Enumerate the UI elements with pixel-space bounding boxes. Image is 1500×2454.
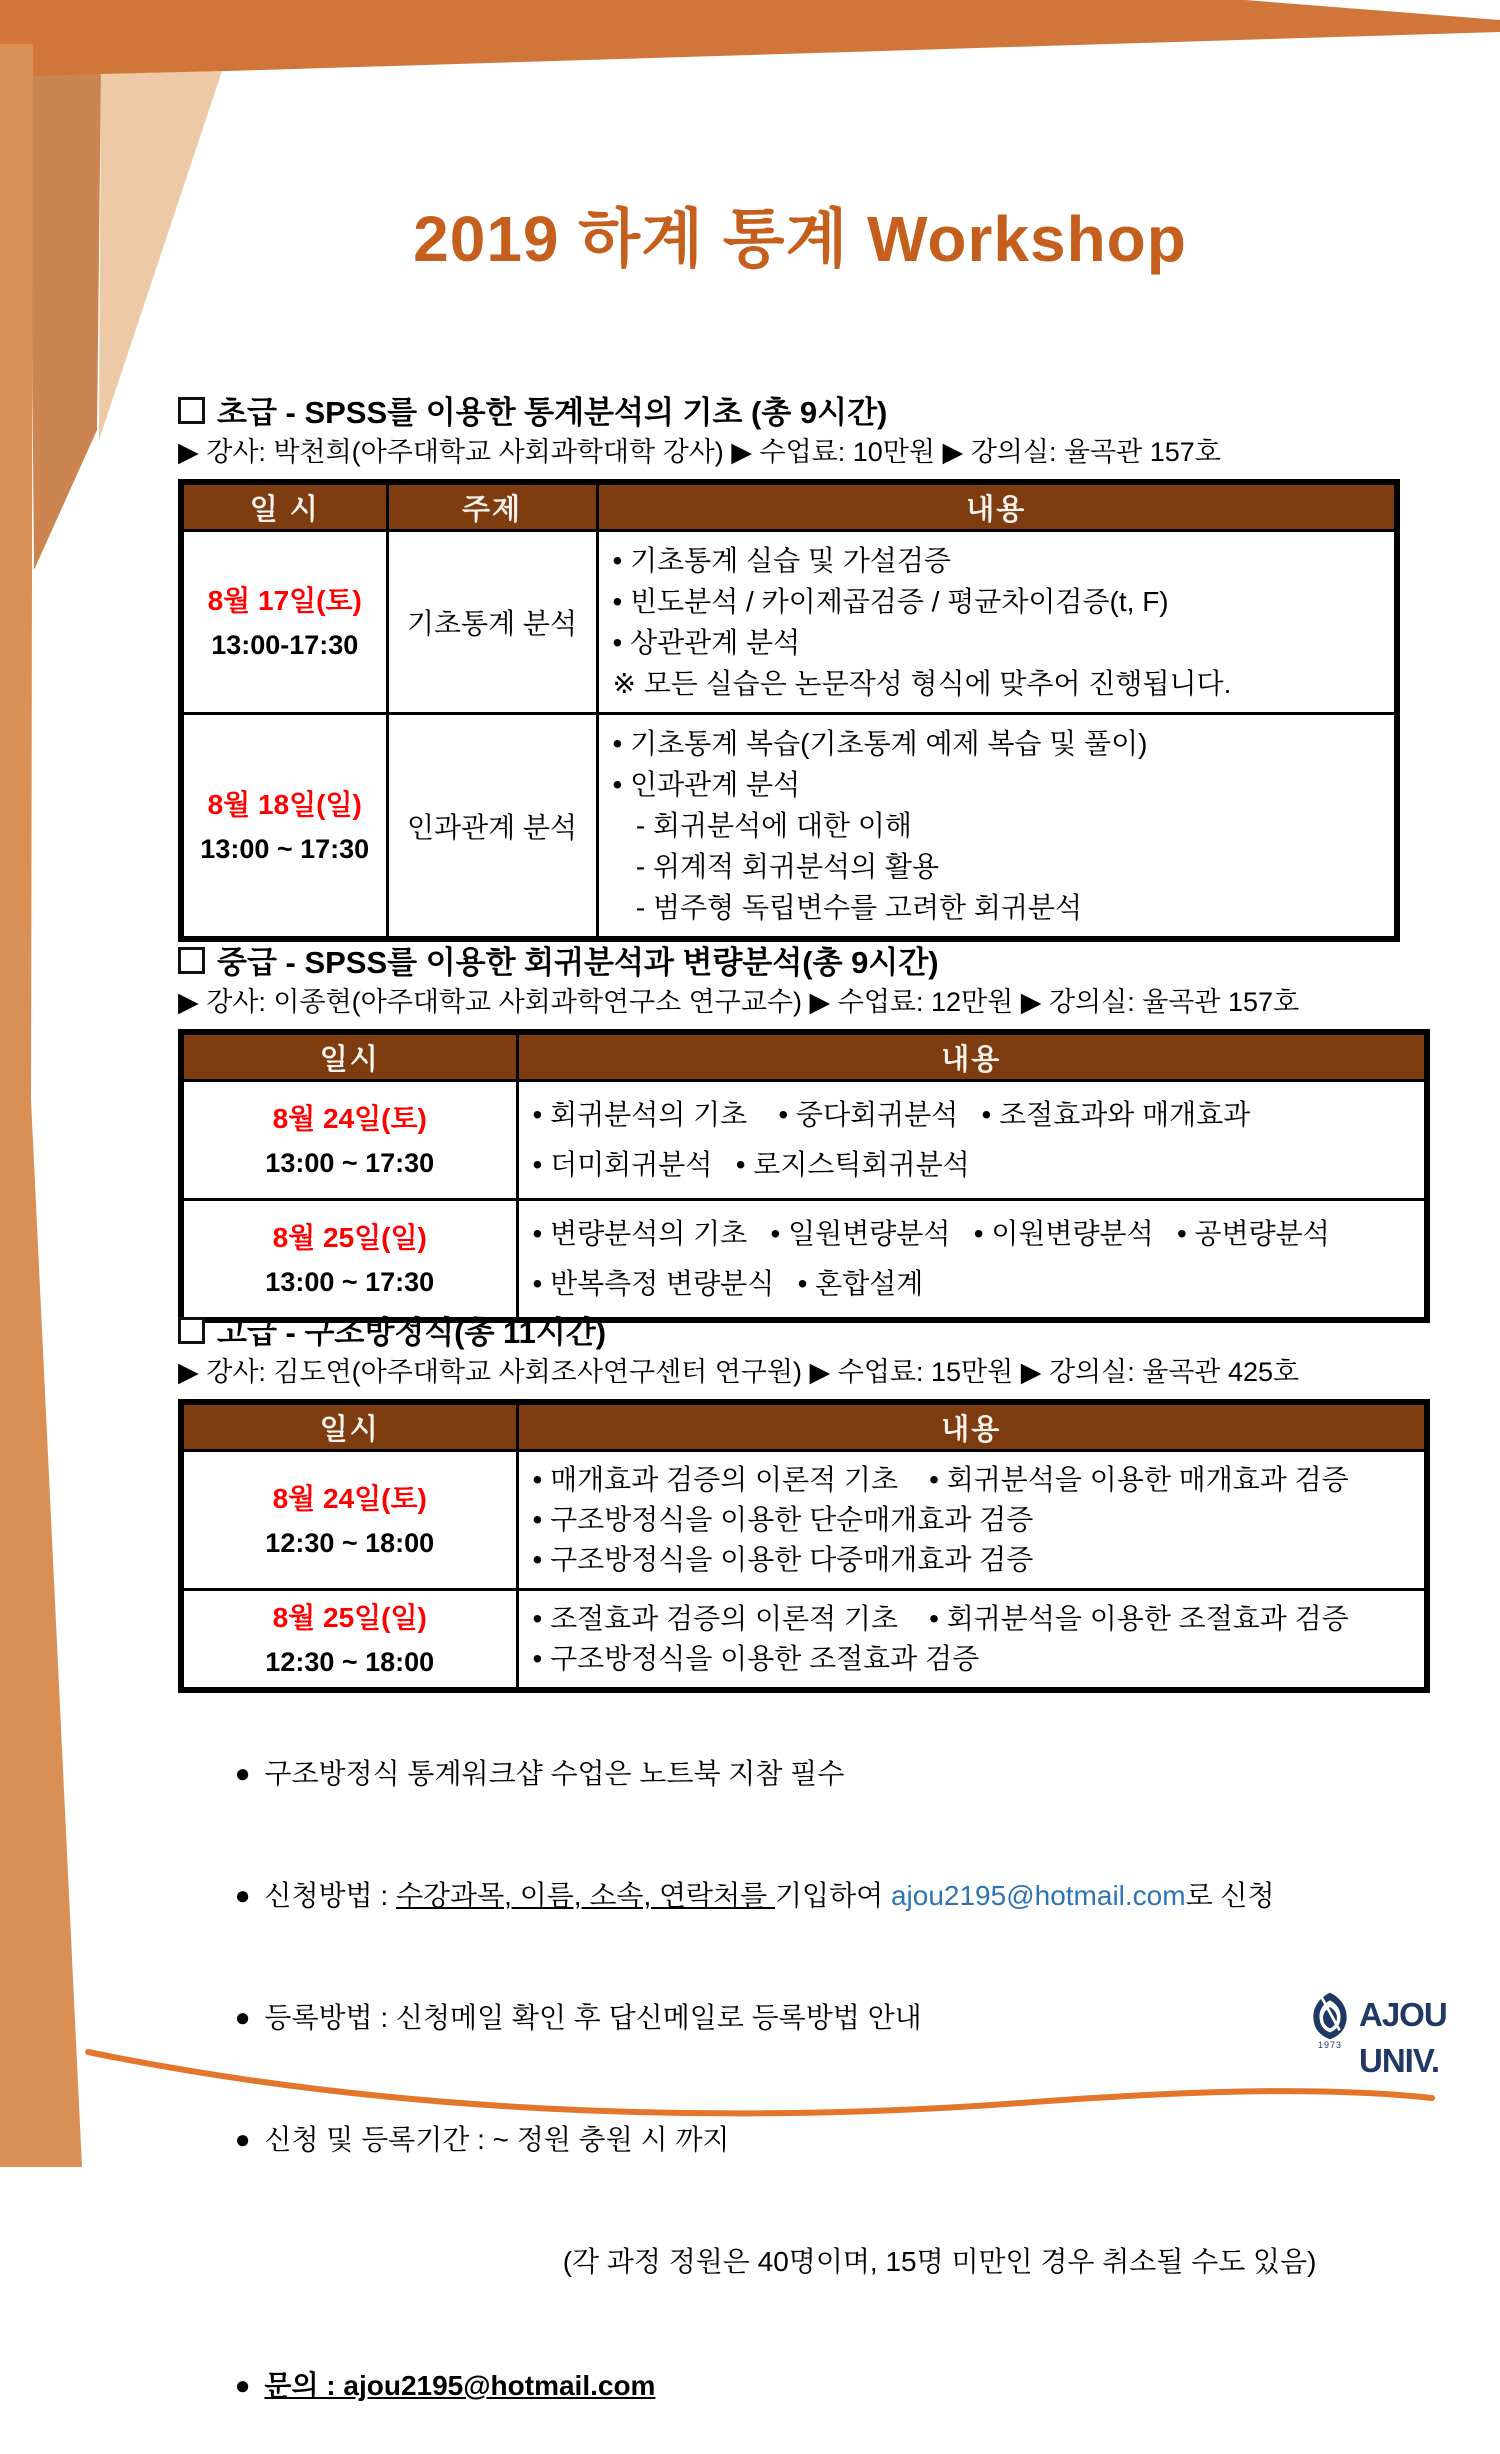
logo-name: AJOU UNIV.: [1359, 1996, 1447, 2079]
checkbox-icon: [178, 1317, 205, 1344]
note-text: 로 신청: [1185, 1880, 1275, 1911]
session-date: 8월 18일(일): [207, 788, 362, 820]
content-line: • 기초통계 실습 및 가설검증: [612, 545, 951, 576]
content-line: • 반복측정 변량분식 • 혼합설계: [532, 1268, 924, 1299]
logo-year: 1973: [1317, 2040, 1343, 2050]
content-cell: [517, 1590, 1427, 1691]
section-heading-text: 중급 - SPSS를 이용한 회귀분석과 변량분석(총 9시간): [217, 945, 939, 980]
section-advanced: [178, 1312, 1434, 1693]
content-line: - 위계적 회귀분석의 활용: [612, 851, 939, 882]
note-text: 구조방정식 통계워크샵 수업은 노트북 지참 필수: [264, 1758, 845, 1789]
schedule-table-beginner: [178, 479, 1400, 942]
contact-email-text: 문의 : ajou2195@hotmail.com: [264, 2370, 656, 2401]
col-header-datetime: 일 시: [181, 482, 387, 531]
session-date: 8월 25일(일): [272, 1602, 427, 1633]
session-time: 12:30 ~ 18:00: [265, 1528, 435, 1558]
date-cell: [181, 714, 387, 940]
table-header-row: [181, 482, 1397, 531]
content-line: • 매개효과 검증의 이론적 기초 • 회귀분석을 이용한 매개효과 검증: [532, 1464, 1349, 1495]
content-cell: [517, 1451, 1427, 1590]
col-header-content: 내용: [517, 1402, 1427, 1451]
content-cell: [517, 1200, 1427, 1321]
apply-required-fields: 수강과목, 이름, 소속, 연락처를: [395, 1880, 775, 1911]
bullet-icon: ●: [234, 2124, 251, 2154]
ajou-logo: [1308, 1992, 1500, 2084]
section-beginner: [178, 392, 1434, 942]
left-orange-wedge: [30, 74, 101, 570]
note-text: 등록방법 : 신청메일 확인 후 답신메일로 등록방법 안내: [264, 2002, 922, 2033]
section-intermediate: [178, 942, 1434, 1323]
content-line: • 더미회귀분석 • 로지스틱회귀분석: [532, 1149, 970, 1180]
content-line: • 변량분석의 기초 • 일원변량분석 • 이원변량분석 • 공변량분석: [532, 1218, 1330, 1249]
bullet-icon: ●: [234, 1758, 251, 1788]
note-register: [188, 1964, 1428, 2072]
content-line: • 기초통계 복습(기초통계 예제 복습 및 풀이): [612, 728, 1148, 759]
bullet-icon: ●: [234, 1880, 251, 1910]
topic-cell: 기초통계 분석: [387, 531, 597, 714]
ajou-leaf-icon: [1308, 1992, 1352, 2040]
content-line: • 구조방정식을 이용한 다중매개효과 검증: [532, 1544, 1034, 1575]
bullet-icon: ●: [234, 2370, 251, 2400]
content-line: • 구조방정식을 이용한 조절효과 검증: [532, 1643, 980, 1674]
section-heading-text: 고급 - 구조방정식(총 11시간): [217, 1315, 607, 1350]
content-line: - 회귀분석에 대한 이해: [612, 810, 912, 841]
ajou-leaf-iconwrap: [1308, 1992, 1352, 2050]
checkbox-icon: [178, 947, 205, 974]
content-cell: [517, 1081, 1427, 1200]
note-text: 신청 및 등록기간 : ~ 정원 충원 시 까지: [264, 2124, 730, 2155]
checkbox-icon: [178, 397, 205, 424]
table-row: [181, 531, 1397, 714]
content-line: • 빈도분석 / 카이제곱검증 / 평균차이검증(t, F): [612, 586, 1169, 617]
instructor-line: ▶ 강사: 이종현(아주대학교 사회과학연구소 연구교수) ▶ 수업료: 12만원 ▶ 강의실: 율곡관 157호: [178, 987, 1300, 1017]
content-line: • 회귀분석의 기초 • 중다회귀분석 • 조절효과와 매개효과: [532, 1099, 1251, 1130]
session-date: 8월 24일(토): [272, 1103, 427, 1134]
note-text: 기입하여: [774, 1880, 891, 1911]
section-intermediate-heading: [178, 942, 1434, 984]
table-row: [181, 1081, 1427, 1200]
schedule-table-intermediate: [178, 1029, 1430, 1323]
content-line: ※ 모든 실습은 논문작성 형식에 맞추어 진행됩니다.: [612, 668, 1232, 699]
content-line: • 인과관계 분석: [612, 769, 801, 800]
note-contact: [188, 2332, 1428, 2440]
col-header-content: 내용: [597, 482, 1397, 531]
date-cell: [181, 1590, 517, 1691]
page-title: 2019 하계 통계 Workshop: [413, 203, 1187, 275]
col-header-datetime: 일시: [181, 1402, 517, 1451]
note-period: [188, 2086, 1428, 2194]
table-row: [181, 1200, 1427, 1321]
table-row: [181, 1590, 1427, 1691]
note-capacity: [516, 2208, 1428, 2316]
content-cell: [597, 714, 1397, 940]
bullet-icon: ●: [234, 2002, 251, 2032]
session-time: 13:00-17:30: [211, 630, 359, 660]
date-cell: [181, 1451, 517, 1590]
session-time: 13:00 ~ 17:30: [265, 1267, 435, 1297]
apply-email-link[interactable]: ajou2195@hotmail.com: [890, 1880, 1186, 1911]
date-cell: [181, 1200, 517, 1321]
note-text: 신청방법 :: [264, 1880, 396, 1911]
content-cell: [597, 531, 1397, 714]
session-date: 8월 24일(토): [272, 1483, 427, 1514]
col-header-topic: 주제: [387, 482, 597, 531]
table-header-row: [181, 1032, 1427, 1081]
date-cell: [181, 1081, 517, 1200]
instructor-line: ▶ 강사: 박천희(아주대학교 사회과학대학 강사) ▶ 수업료: 10만원 ▶ 강의실: 율곡관 157호: [178, 437, 1221, 467]
session-date: 8월 17일(토): [207, 585, 362, 616]
col-header-datetime: 일시: [181, 1032, 517, 1081]
table-header-row: [181, 1402, 1427, 1451]
content-line: - 범주형 독립변수를 고려한 회귀분석: [612, 892, 1083, 923]
schedule-table-advanced: [178, 1399, 1430, 1693]
note-laptop: [188, 1720, 1428, 1828]
top-orange-band: [0, 0, 1500, 78]
notes: [188, 1720, 1428, 2454]
session-date: 8월 25일(일): [272, 1222, 427, 1253]
session-time: 12:30 ~ 18:00: [265, 1647, 435, 1677]
content-line: • 조절효과 검증의 이론적 기초 • 회귀분석을 이용한 조절효과 검증: [532, 1603, 1349, 1634]
content-line: • 구조방정식을 이용한 단순매개효과 검증: [532, 1504, 1034, 1535]
section-beginner-heading: [178, 392, 1434, 434]
instructor-line: ▶ 강사: 김도연(아주대학교 사회조사연구센터 연구원) ▶ 수업료: 15만원 ▶ 강의실: 율곡관 425호: [178, 1357, 1300, 1387]
session-time: 13:00 ~ 17:30: [265, 1148, 435, 1178]
note-apply: [188, 1842, 1428, 1950]
note-text: (각 과정 정원은 40명이며, 15명 미만인 경우 취소될 수도 있음): [562, 2246, 1317, 2277]
table-row: [181, 714, 1397, 940]
col-header-content: 내용: [517, 1032, 1427, 1081]
table-row: [181, 1451, 1427, 1590]
date-cell: [181, 531, 387, 714]
content-line: • 상관관계 분석: [612, 627, 801, 658]
section-heading-text: 초급 - SPSS를 이용한 통계분석의 기초 (총 9시간): [217, 395, 888, 430]
topic-cell: 인과관계 분석: [387, 714, 597, 940]
session-time: 13:00 ~ 17:30: [200, 833, 370, 864]
section-advanced-heading: [178, 1312, 1434, 1354]
